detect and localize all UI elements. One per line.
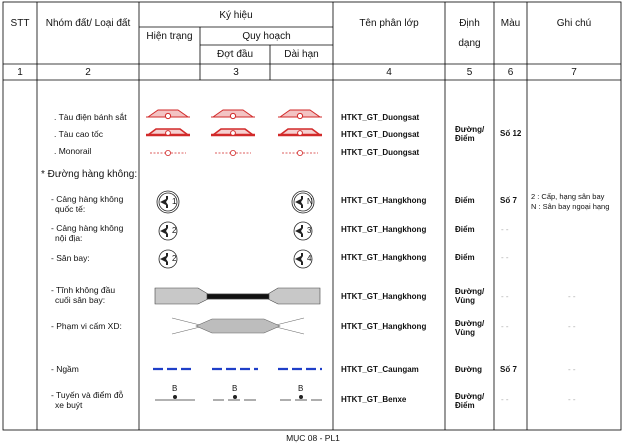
layer-name: HTKT_GT_Hangkhong xyxy=(341,225,427,234)
col-number: 5 xyxy=(466,67,473,78)
col-number: 7 xyxy=(571,67,577,78)
col-number: 6 xyxy=(507,67,514,78)
header-layer: Tên phân lớp xyxy=(359,18,419,29)
row-label-intl-airport-2: quốc tế: xyxy=(55,204,86,214)
row-label-dom-airport-2: nội địa: xyxy=(55,233,83,243)
format-cell: Điểm xyxy=(455,401,475,410)
note-line: N : Sân bay ngoại hạng xyxy=(531,202,610,211)
airport-grade: 2 xyxy=(172,254,177,263)
note-cell: - - xyxy=(568,292,576,301)
header-note: Ghi chú xyxy=(556,18,592,29)
header-format-1: Định xyxy=(459,18,480,29)
layer-name: HTKT_GT_Benxe xyxy=(341,395,407,404)
layer-name: HTKT_GT_Hangkhong xyxy=(341,253,427,262)
color-cell: - - xyxy=(501,225,509,234)
format-cell: Vùng xyxy=(455,328,475,337)
header-format-2: dạng xyxy=(458,38,481,49)
format-cell: Vùng xyxy=(455,296,475,305)
layer-name: HTKT_GT_Duongsat xyxy=(341,113,420,122)
airport-grade: 1 xyxy=(172,197,177,206)
col-number: 2 xyxy=(85,67,91,78)
color-cell: Số 7 xyxy=(500,365,517,374)
color-cell: - - xyxy=(501,253,509,262)
layer-name: HTKT_GT_Duongsat xyxy=(341,130,420,139)
row-label-bus-2: xe buýt xyxy=(55,400,83,410)
airport-grade: 4 xyxy=(307,254,312,263)
layer-name: HTKT_GT_Hangkhong xyxy=(341,196,427,205)
col-number: 3 xyxy=(233,67,239,78)
layer-name: HTKT_GT_Hangkhong xyxy=(341,322,427,331)
bus-stop-label: B xyxy=(232,384,238,393)
format-cell: Đường/ xyxy=(455,125,485,134)
row-label-airfield: - Sân bay: xyxy=(51,253,90,263)
airport-grade: 2 xyxy=(172,226,177,235)
format-cell: Điểm xyxy=(455,134,475,143)
color-cell: - - xyxy=(501,292,509,301)
format-cell: Đường xyxy=(455,365,483,374)
section-heading-air: * Đường hàng không: xyxy=(41,169,138,180)
layer-name: HTKT_GT_Hangkhong xyxy=(341,292,427,301)
airport-grade: 3 xyxy=(307,226,312,235)
note-cell: - - xyxy=(568,365,576,374)
row-label-runway-1: - Tĩnh không đầu xyxy=(51,285,116,295)
row-label-monorail: . Monorail xyxy=(54,146,92,156)
header-group: Nhóm đất/ Loại đất xyxy=(45,18,131,29)
header-longterm: Dài hạn xyxy=(284,49,319,60)
row-label-rail: . Tàu điện bánh sắt xyxy=(54,112,127,122)
col-number: 4 xyxy=(386,67,392,78)
format-cell: Đường/ xyxy=(455,392,485,401)
layer-name: HTKT_GT_Caungam xyxy=(341,365,419,374)
note-cell: - - xyxy=(568,395,576,404)
header-planning: Quy hoạch xyxy=(242,31,291,42)
color-cell: Số 7 xyxy=(500,196,517,205)
row-label-dom-airport-1: - Cảng hàng không xyxy=(51,223,124,233)
row-label-underground: - Ngầm xyxy=(51,364,79,374)
format-cell: Điểm xyxy=(455,196,475,205)
color-cell: - - xyxy=(501,322,509,331)
note-line: 2 : Cấp, hạng sân bay xyxy=(531,192,605,201)
header-stt: STT xyxy=(10,18,30,29)
header-phase1: Đợt đầu xyxy=(216,49,254,60)
page-footer: MỤC 08 - PL1 xyxy=(286,433,340,443)
header-current: Hiện trạng xyxy=(146,31,193,42)
format-cell: Đường/ xyxy=(455,319,485,328)
bus-stop-label: B xyxy=(172,384,178,393)
color-cell: - - xyxy=(501,395,509,404)
row-label-runway-2: cuối sân bay: xyxy=(55,295,106,305)
row-label-highspeed: . Tàu cao tốc xyxy=(54,129,103,139)
header-symbol: Ký hiệu xyxy=(219,10,253,21)
bus-stop-label: B xyxy=(298,384,304,393)
format-cell: Điểm xyxy=(455,253,475,262)
header-color: Màu xyxy=(500,18,521,29)
format-cell: Điểm xyxy=(455,225,475,234)
row-label-bus-1: - Tuyến và điểm đỗ xyxy=(51,390,124,400)
format-cell: Đường/ xyxy=(455,287,485,296)
row-label-restricted: - Phạm vi cấm XD: xyxy=(51,321,122,331)
row-label-intl-airport-1: - Cảng hàng không xyxy=(51,194,124,204)
color-cell: Số 12 xyxy=(500,129,522,138)
col-number: 1 xyxy=(17,67,23,78)
airport-grade: N xyxy=(307,197,313,206)
note-cell: - - xyxy=(568,322,576,331)
layer-name: HTKT_GT_Duongsat xyxy=(341,148,420,157)
